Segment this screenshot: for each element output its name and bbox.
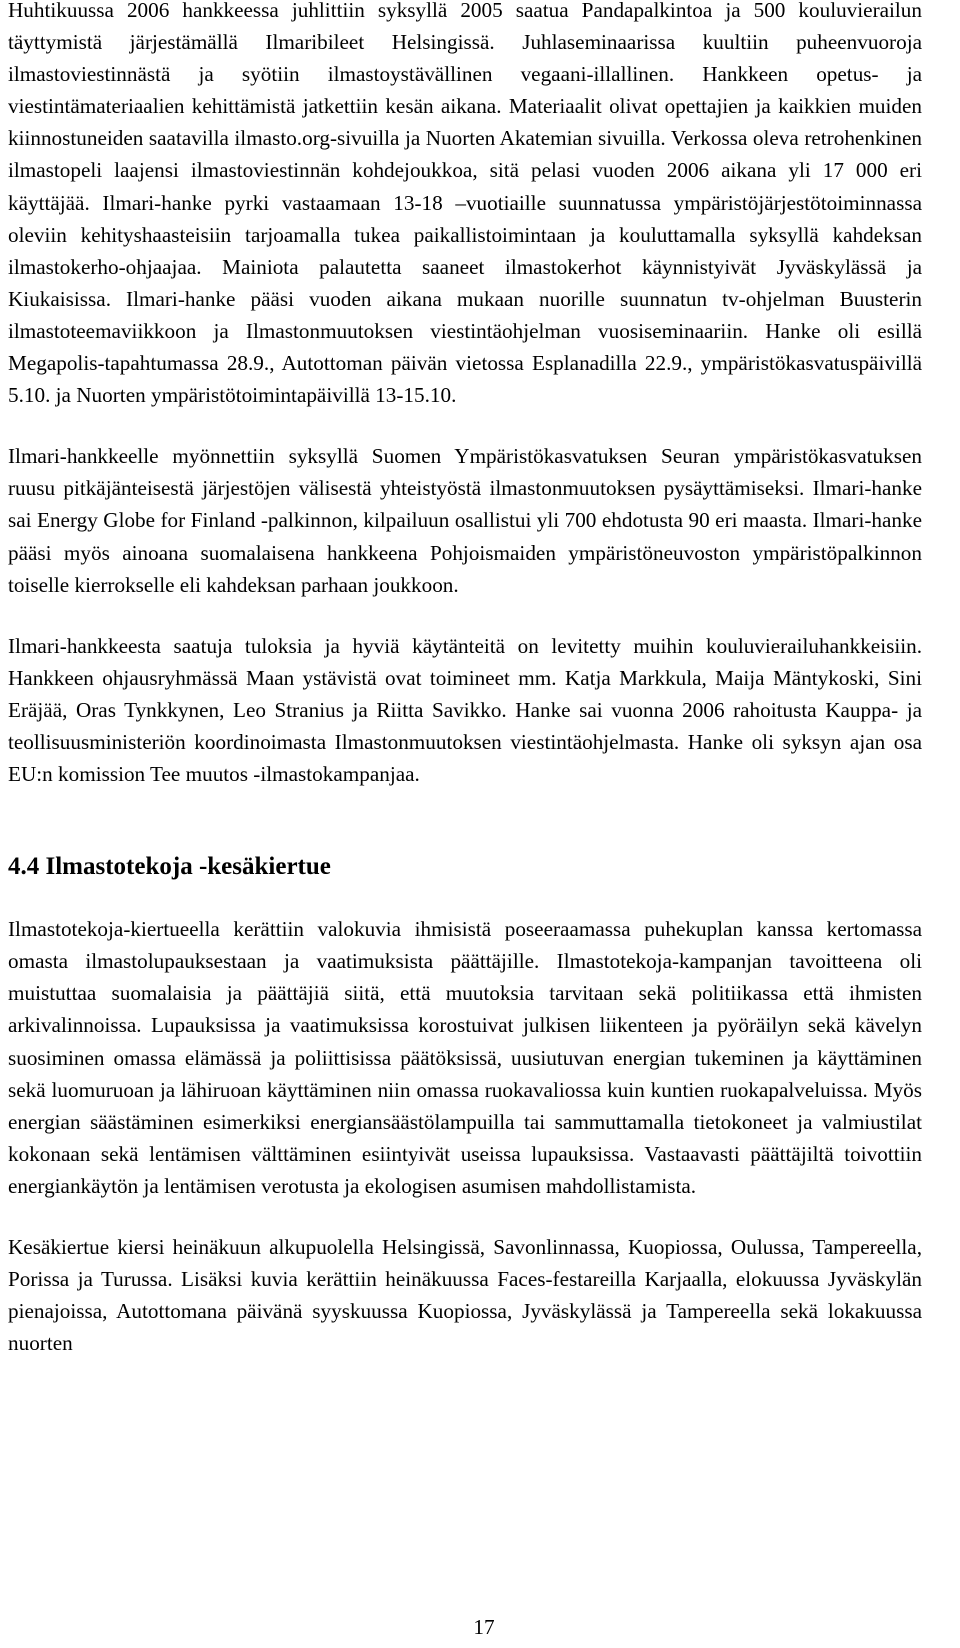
paragraph-tour-photos: Ilmastotekoja-kiertueella kerättiin valokuvia ihmisistä poseeraamassa puhekuplan kanssa kertomassa omasta ilmastolupauksestaan ja vaatimuksista päättäjille. Ilmastotekoja-kampanjan tavoitteena oli muistuttaa suomalaisia ja päättäjiä siitä, että muutoksia tarvitaan sekä politiikassa että ihmisten arkivalinnoissa. Lupauksissa ja vaatimuksissa korostuivat julkisen liikenteen ja pyöräilyn sekä kävelyn suosiminen omassa elämässä ja poliittisissa päätöksissä, uusiutuvan energian tukeminen ja käyttäminen sekä luomuruoan ja lähiruoan käyttäminen niin omassa ruokavaliossa kuin kuntien ruokapalveluissa. Myös energian säästäminen esimerkiksi energiansäästölampuilla tai sammuttamalla tietokoneet ja valmiustilat kokonaan sekä lentämisen välttäminen esiintyivät useissa lupauksissa. Vastaavasti päättäjiltä toivottiin energiankäytön ja lentämisen verotusta ja ekologisen asumisen mahdollistamista.: [8, 917, 922, 1198]
paragraph-ilmari-awards: Ilmari-hankkeelle myönnettiin syksyllä Suomen Ympäristökasvatuksen Seuran ympäristökasvatuksen ruusu pitkäjänteisestä järjestöjen välisestä yhteistyöstä ilmastonmuutoksen pysäyttämiseksi. Ilmari-hanke sai Energy Globe for Finland -palkinnon, kilpailuun osallistui yli 700 ehdotusta 90 eri maasta. Ilmari-hanke pääsi myös ainoana suomalaisena hankkeena Pohjoismaiden ympäristöneuvoston ympäristöpalkinnon toiselle kierrokselle eli kahdeksan parhaan joukkoon.: [8, 444, 922, 597]
section-heading: 4.4 Ilmastotekoja -kesäkiertue: [8, 853, 331, 881]
paragraph-tour-locations: Kesäkiertue kiersi heinäkuun alkupuolella Helsingissä, Savonlinnassa, Kuopiossa, Oulussa, Tampereella, Porissa ja Turussa. Lisäksi kuvia kerättiin heinäkuussa Faces-festareilla Karjaalla, elokuussa Jyväskylän pienajoissa, Autottomana päivänä syyskuussa Kuopiossa, Jyväskylässä ja Tampereella sekä lokakuussa nuorten: [8, 1235, 922, 1356]
document-page: [8, 0, 922, 1359]
page-number: 17: [473, 1615, 495, 1639]
paragraph-ilmari-activities: Huhtikuussa 2006 hankkeessa juhlittiin syksyllä 2005 saatua Pandapalkintoa ja 500 kouluvierailun täyttymistä järjestämällä Ilmaribileet Helsingissä. Juhlaseminaarissa kuultiin puheenvuoroja ilmastoviestinnästä ja syötiin ilmastoystävällinen vegaani-illallinen. Hankkeen opetus- ja viestintämateriaalien kehittämistä jatkettiin kesän aikana. Materiaalit olivat opettajien ja kaikkien muiden kiinnostuneiden saatavilla ilmasto.org-sivuilla ja Nuorten Akatemian sivuilla. Verkossa oleva retrohenkinen ilmastopeli laajensi ilmastoviestinnän kohdejoukkoa, sitä pelasi vuoden 2006 aikana yli 17 000 eri käyttäjää. Ilmari-hanke pyrki vastaamaan 13-18 –vuotiaille suunnatussa ympäristöjärjestötoiminnassa oleviin kehityshaasteisiin tarjoamalla tukea paikallistoimintaan ja kouluttamalla syksyllä kahdeksan ilmastokerho-ohjaajaa. Mainiota palautetta saaneet ilmastokerhot käynnistyivät Jyväskylässä ja Kiukaisissa. Ilmari-hanke pääsi vuoden aikana mukaan nuorille suunnatun tv-ohjelman Buusterin ilmastoteemaviikkoon ja Ilmastonmuutoksen viestintäohjelman vuosiseminaariin. Hanke oli esillä Megapolis-tapahtumassa 28.9., Autottoman päivän vietossa Esplanadilla 22.9., ympäristökasvatuspäivillä 5.10. ja Nuorten ympäristötoimintapäivillä 13-15.10.: [8, 0, 922, 408]
paragraph-ilmari-results: Ilmari-hankkeesta saatuja tuloksia ja hyviä käytänteitä on levitetty muihin kouluvierailuhankkeisiin. Hankkeen ohjausryhmässä Maan ystävistä ovat toimineet mm. Katja Markkula, Maija Mäntykoski, Sini Eräjää, Oras Tynkkynen, Leo Stranius ja Riitta Savikko. Hanke sai vuonna 2006 rahoitusta Kauppa- ja teollisuusministeriön koordinoimasta Ilmastonmuutoksen viestintäohjelmasta. Hanke oli syksyn ajan osa EU:n komission Tee muutos -ilmastokampanjaa.: [8, 633, 922, 787]
